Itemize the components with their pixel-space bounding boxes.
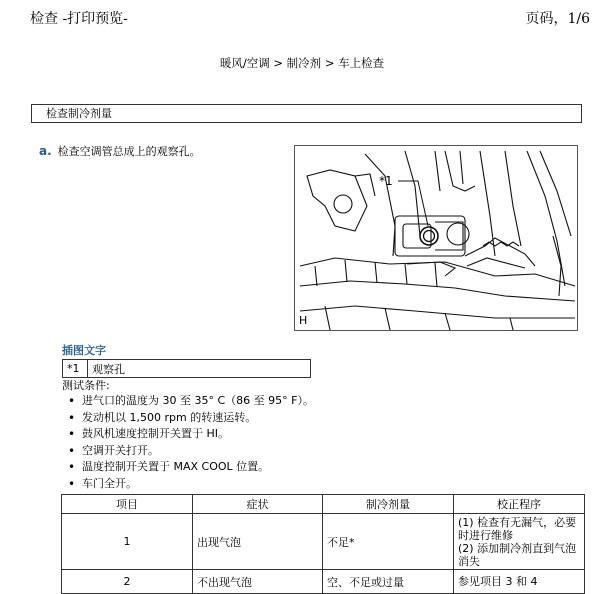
- fix-step: 参见项目 3 和 4: [458, 575, 538, 588]
- refrigerant-table: [61, 494, 585, 594]
- list-item: • 温度控制开关置于 MAX COOL 位置。: [82, 459, 314, 476]
- list-item: • 发动机以 1,500 rpm 的转速运转。: [82, 410, 314, 427]
- table-row: [62, 514, 585, 570]
- step-a: [39, 143, 201, 159]
- list-item: • 空调开关打开。: [82, 443, 314, 460]
- list-item: • 进气口的温度为 30 至 35° C（86 至 95° F）。: [82, 393, 314, 410]
- fix-step: (2) 添加制冷剂直到气泡消失: [458, 541, 577, 568]
- section-title: 检查制冷剂量: [46, 107, 112, 120]
- cell-item: 1: [62, 514, 193, 570]
- illustration-drawing: [295, 146, 577, 330]
- table-row: [63, 360, 311, 378]
- fix-step: (1) 检查有无漏气，必要时进行维修: [458, 515, 577, 542]
- cell-amount: 空、不足或过量: [323, 570, 454, 594]
- table-header-row: [62, 495, 585, 514]
- cell-fix: [454, 514, 585, 570]
- conditions-list: [62, 393, 314, 493]
- sight-glass-illustration: [294, 145, 578, 331]
- list-item: • 鼓风机速度控制开关置于 HI。: [82, 426, 314, 443]
- figure-labels-table: [62, 359, 311, 378]
- callout-label: *1: [379, 174, 393, 188]
- conditions-title: 测试条件:: [62, 379, 110, 392]
- step-text: 检查空调管总成上的观察孔。: [57, 145, 201, 158]
- col-header-amount: 制冷剂量: [323, 495, 454, 514]
- label-key: *1: [63, 360, 88, 378]
- breadcrumb: 暖风/空调 > 制冷剂 > 车上检查: [219, 56, 385, 70]
- cell-item: 2: [62, 570, 193, 594]
- step-letter: a.: [39, 144, 52, 158]
- col-header-item: 项目: [62, 495, 193, 514]
- col-header-symptom: 症状: [193, 495, 323, 514]
- col-header-fix: 校正程序: [454, 495, 585, 514]
- figure-labels-title: 插图文字: [62, 344, 106, 357]
- list-item: • 车门全开。: [82, 476, 314, 493]
- label-value: 观察孔: [88, 360, 311, 378]
- page-title: 检查 -打印预览-: [30, 11, 128, 27]
- figure-corner-label: H: [299, 314, 308, 327]
- section-title-bar: [31, 104, 582, 123]
- cell-amount: 不足*: [323, 514, 454, 570]
- cell-symptom: 不出现气泡: [193, 570, 323, 594]
- cell-symptom: 出现气泡: [193, 514, 323, 570]
- page-number: 页码，1/6: [525, 11, 590, 27]
